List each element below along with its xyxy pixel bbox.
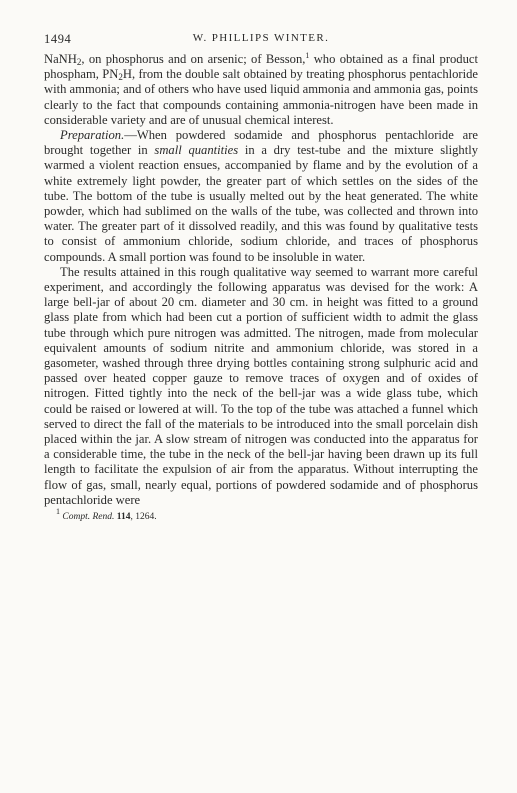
footnote-ref: 1 [305,51,310,60]
emphasis: small quantities [154,143,239,158]
paragraph-1 [44,52,478,128]
page-number: 1494 [44,32,72,46]
footnote-source: Compt. Rend. [62,512,115,523]
subscript: 2 [118,72,123,83]
section-heading: Preparation. [60,128,125,143]
paragraph-2 [44,128,478,265]
running-head: W. PHILLIPS WINTER. [192,32,330,44]
footnote-marker: 1 [56,507,60,517]
paragraph-3: The results attained in this rough qualitative way seemed to warrant more careful experiment, and accordingly the following apparatus was devised for the work: A large bell-jar of about 20 cm. diameter and 30 cm. in height was fitted to a ground glass plate from which had been cut a portion of sufficient width to admit the glass tube through which pure nitrogen was admitted. The nitrogen, made from molecular equivalent amounts of sodium nitrite and ammonium chloride, was stored in a gasometer, washed through three drying bottles containing strong sulphuric acid and passed over heated copper gauze to remove traces of oxygen and of oxides of nitrogen. Fitted tightly into the neck of the bell-jar was a wide glass tube, which could be raised or lowered at will. To the top of the tube was attached a funnel which served to direct the fall of the materials to be introduced into the small porcelain dish placed within the jar. A slow stream of nitrogen was conducted into the apparatus for a considerable time, the tube in the neck of the bell-jar having been drawn up its full length to facilitate the expulsion of air from the apparatus. Without interrupting the flow of gas, small, nearly equal, portions of powdered sodamide and of phosphorus pentachloride were [44,264,478,507]
footnote-page: , 1264. [130,512,157,523]
article-body [44,52,478,508]
subscript: 2 [76,57,82,67]
footnote-volume: 114 [116,512,131,523]
page [44,32,478,523]
text-run: , on phosphorus and on arsenic; of Besson, [81,52,306,66]
page-header [44,32,478,52]
text-run: —When powdered sodamide and phosphorus pentachloride are brought together in [44,128,478,158]
text-run: H, from the double salt obtained by treating phosphorus pentachloride with ammonia; and of others who have used liquid ammonia and ammonia gas, points clearly to the fact that compounds containing ammonia-nitrogen have been made in considerable variety and are of unusual chemical interest. [44,67,478,127]
text-run: in a dry test-tube and the mixture slightly warmed a violent reaction ensues, accompanied by flame and by the evolution of a white extremely light powder, the greater part of which settles on the sides of the tube. The bottom of the tube is usually melted out by the heat generated. The white powder, which had sublimed on the walls of the tube, was collected and thrown into water. The greater part of it dissolved readily, and this was found by qualitative tests to consist of ammonium chloride, sodium chloride, and traces of phosphorus compounds. A small portion was found to be insoluble in water. [44,143,478,264]
footnote [44,507,478,523]
text-run: who obtained as a final product phospham, PN [44,52,478,82]
formula-part: NaNH [44,52,77,66]
